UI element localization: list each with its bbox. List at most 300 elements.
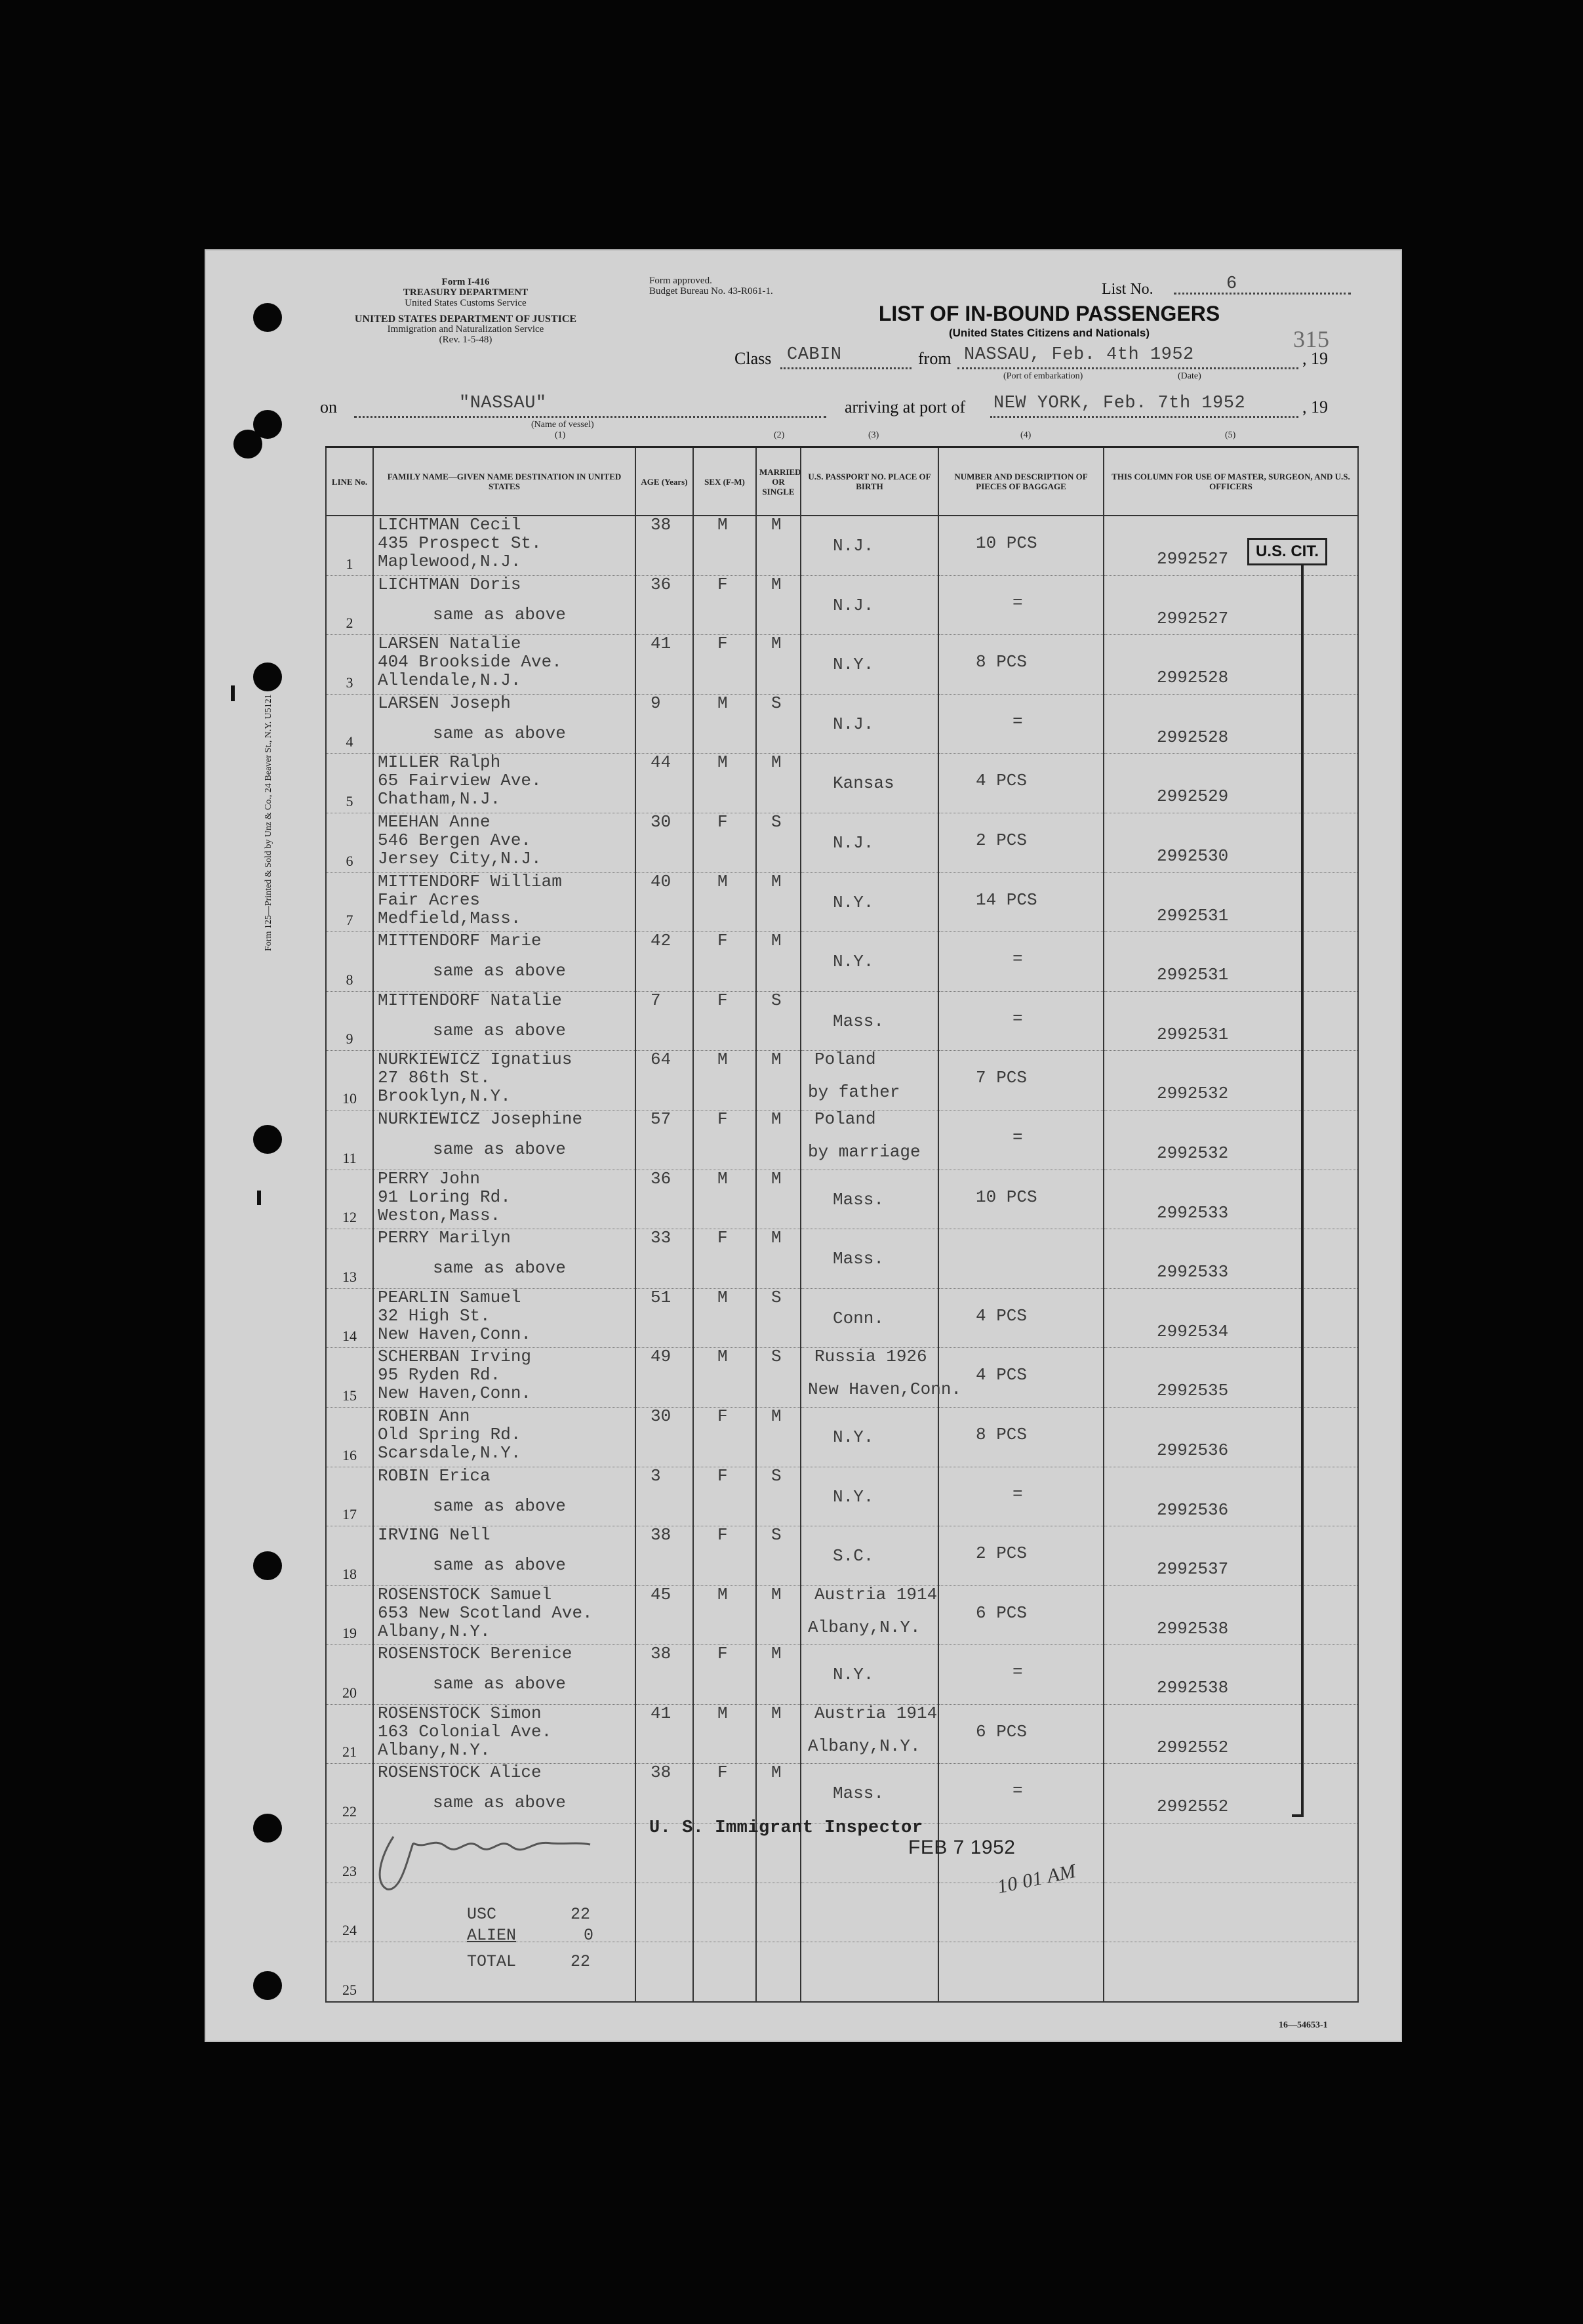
destination-line-2: Medfield,Mass. (378, 908, 521, 928)
table-row (326, 694, 1358, 754)
place-of-birth: Conn. (833, 1308, 885, 1328)
married-cell (756, 1229, 801, 1289)
form-title: LIST OF IN-BOUND PASSENGERS (878, 302, 1220, 325)
sex-cell (693, 1645, 756, 1705)
age-value: 44 (651, 752, 671, 773)
baggage-cell (938, 694, 1104, 754)
passenger-name: MITTENDORF William (378, 871, 562, 891)
age-cell (635, 1764, 693, 1824)
passenger-name: PERRY John (378, 1168, 481, 1189)
baggage-cell (938, 1942, 1104, 2002)
sex-cell (693, 1288, 756, 1348)
date-stamp: FEB 7 1952 (908, 1837, 1016, 1858)
year-suffix: , 19 (1302, 349, 1328, 368)
age-cell (635, 813, 693, 872)
baggage-value: = (1012, 1662, 1023, 1682)
sex-cell (693, 694, 756, 754)
birth-cell (801, 1110, 938, 1170)
name-cell (373, 1704, 635, 1764)
age-cell (635, 1288, 693, 1348)
sex-value: M (717, 515, 728, 535)
binder-hole (253, 303, 282, 332)
line-number-cell (326, 754, 373, 813)
married-cell (756, 991, 801, 1051)
inspector-signature (367, 1810, 643, 1902)
officer-cell (1104, 932, 1358, 992)
birth-cell (801, 1170, 938, 1229)
age-value: 36 (651, 1168, 671, 1189)
passenger-name: ROBIN Ann (378, 1406, 470, 1426)
married-cell (756, 1526, 801, 1586)
from-label: from (918, 349, 952, 368)
alien-label: ALIEN (467, 1926, 517, 1945)
destination-line-2: same as above (433, 723, 566, 743)
destination-line-2: same as above (433, 1020, 566, 1040)
age-value: 51 (651, 1287, 671, 1307)
officer-cell (1104, 575, 1358, 635)
age-cell (635, 575, 693, 635)
age-value: 3 (651, 1465, 661, 1486)
bracket-line (1301, 565, 1304, 1817)
age-cell (635, 635, 693, 695)
marital-status: S (771, 693, 782, 713)
marital-status: M (771, 1644, 782, 1664)
col-passport-header: U.S. PASSPORT NO. PLACE OF BIRTH (801, 447, 938, 516)
destination-line-2: same as above (433, 604, 566, 624)
baggage-cell (938, 1051, 1104, 1111)
sex-cell (693, 872, 756, 932)
line-number-cell (326, 932, 373, 992)
destination-line-2: same as above (433, 1674, 566, 1694)
baggage-cell (938, 1764, 1104, 1824)
destination-line-1: 653 New Scotland Ave. (378, 1602, 593, 1623)
line-number-cell (326, 1288, 373, 1348)
passenger-name: SCHERBAN Irving (378, 1347, 532, 1367)
officer-cell (1104, 754, 1358, 813)
age-cell (635, 1051, 693, 1111)
marital-status: S (771, 1525, 782, 1545)
officer-cell (1104, 1051, 1358, 1111)
officer-cell (1104, 813, 1358, 872)
table-row (326, 635, 1358, 695)
place-of-birth: Austria 1914 (814, 1584, 938, 1604)
sex-value: M (717, 752, 728, 773)
age-value: 42 (651, 931, 671, 951)
place-of-birth: Mass. (833, 1249, 885, 1269)
age-value: 41 (651, 1703, 671, 1723)
sex-cell (693, 1348, 756, 1408)
birth-cell (801, 991, 938, 1051)
col-age-header: AGE (Years) (635, 447, 693, 516)
baggage-value: 14 PCS (976, 889, 1037, 910)
name-cell (373, 813, 635, 872)
married-cell (756, 575, 801, 635)
sex-value: F (717, 1406, 728, 1426)
passenger-name: ROSENSTOCK Simon (378, 1703, 542, 1723)
age-value: 33 (651, 1228, 671, 1248)
officer-cell (1104, 1229, 1358, 1289)
age-value: 41 (651, 634, 671, 654)
passenger-name: LARSEN Natalie (378, 634, 521, 654)
officer-number: 2992536 (1157, 1440, 1229, 1460)
marital-status: M (771, 1406, 782, 1426)
sex-value: F (717, 1644, 728, 1664)
ins-service: Immigration and Naturalization Service (387, 324, 544, 335)
revision: (Rev. 1-5-48) (439, 335, 492, 345)
footer-code: 16—54653-1 (1279, 2020, 1328, 2030)
officer-number: 2992533 (1157, 1202, 1229, 1223)
marital-status: M (771, 515, 782, 535)
baggage-value: 4 PCS (976, 1305, 1028, 1326)
officer-cell (1104, 694, 1358, 754)
line-number-cell (326, 516, 373, 575)
form-subtitle: (United States Citizens and Nationals) (948, 327, 1150, 339)
place-of-birth: Mass. (833, 1784, 885, 1804)
age-cell (635, 754, 693, 813)
married-cell (756, 1170, 801, 1229)
baggage-cell (938, 1526, 1104, 1586)
line-number-cell (326, 1407, 373, 1467)
place-of-birth: Austria 1914 (814, 1703, 938, 1723)
birth-cell (801, 1229, 938, 1289)
place-of-birth-2: New Haven,Conn. (808, 1379, 962, 1400)
binder-hole (253, 1125, 282, 1154)
officer-number: 2992527 (1157, 549, 1229, 569)
on-label: on (320, 398, 337, 417)
sex-value: F (717, 1109, 728, 1129)
table-row (326, 1229, 1358, 1289)
destination-line-2: same as above (433, 1496, 566, 1516)
officer-cell (1104, 1348, 1358, 1408)
line-number: 10 (342, 1090, 357, 1107)
destination-line-1: Fair Acres (378, 889, 481, 910)
class-line (780, 367, 912, 369)
sex-cell (693, 932, 756, 992)
passenger-name: LARSEN Joseph (378, 693, 511, 713)
passenger-name: IRVING Nell (378, 1525, 491, 1545)
baggage-cell (938, 1467, 1104, 1526)
place-of-birth: N.Y. (833, 952, 874, 972)
col-line-header: LINE No. (326, 447, 373, 516)
name-cell (373, 1051, 635, 1111)
sex-value: M (717, 1584, 728, 1604)
age-cell (635, 1942, 693, 2002)
line-number: 22 (342, 1803, 357, 1820)
officer-cell (1104, 1942, 1358, 2002)
table-row (326, 1288, 1358, 1348)
officer-cell (1104, 635, 1358, 695)
name-cell (373, 1348, 635, 1408)
from-line (957, 367, 1298, 369)
line-number: 17 (342, 1506, 357, 1523)
age-value: 9 (651, 693, 661, 713)
treasury-dept: TREASURY DEPARTMENT (403, 287, 529, 298)
page-number: 315 (1293, 326, 1330, 352)
baggage-value: = (1012, 1781, 1023, 1801)
birth-cell (801, 635, 938, 695)
name-cell (373, 1170, 635, 1229)
caption-1: (1) (555, 430, 566, 440)
baggage-value: 8 PCS (976, 652, 1028, 672)
name-cell (373, 1407, 635, 1467)
line-number: 18 (342, 1565, 357, 1582)
sex-value: M (717, 1347, 728, 1367)
binder-hole (253, 1551, 282, 1580)
age-value: 38 (651, 1525, 671, 1545)
baggage-value: = (1012, 711, 1023, 731)
sex-value: F (717, 574, 728, 594)
inspector-title: U. S. Immigrant Inspector (649, 1818, 923, 1838)
line-number: 19 (342, 1625, 357, 1642)
name-cell (373, 1467, 635, 1526)
married-cell (756, 1288, 801, 1348)
baggage-cell (938, 1110, 1104, 1170)
marital-status: M (771, 1763, 782, 1783)
line-number-cell (326, 1229, 373, 1289)
line-number-cell (326, 1585, 373, 1645)
place-of-birth: Mass. (833, 1011, 885, 1031)
table-row (326, 575, 1358, 635)
baggage-cell (938, 1348, 1104, 1408)
destination-line-1: 65 Fairview Ave. (378, 771, 542, 791)
marital-status: S (771, 1287, 782, 1307)
age-cell (635, 932, 693, 992)
line-number: 8 (346, 971, 353, 988)
col-officers-header: THIS COLUMN FOR USE OF MASTER, SURGEON, AND U.S. OFFICERS (1104, 447, 1358, 516)
destination-line-2: New Haven,Conn. (378, 1324, 532, 1344)
marital-status: S (771, 1347, 782, 1367)
age-value: 40 (651, 871, 671, 891)
married-cell (756, 1110, 801, 1170)
age-cell (635, 991, 693, 1051)
place-of-birth: N.Y. (833, 1486, 874, 1507)
budget-bureau: Budget Bureau No. 43-R061-1. (649, 286, 773, 296)
arriving-label: arriving at port of (845, 398, 966, 417)
birth-cell (801, 1704, 938, 1764)
line-number: 20 (342, 1684, 357, 1701)
marital-status: M (771, 634, 782, 654)
sex-value: F (717, 634, 728, 654)
married-cell (756, 932, 801, 992)
marital-status: S (771, 1465, 782, 1486)
passenger-name: MITTENDORF Marie (378, 931, 542, 951)
birth-cell (801, 1407, 938, 1467)
sex-value: M (717, 1287, 728, 1307)
destination-line-2: Albany,N.Y. (378, 1740, 491, 1760)
passenger-name: PERRY Marilyn (378, 1228, 511, 1248)
edge-tick (231, 685, 235, 701)
sex-value: M (717, 693, 728, 713)
passenger-name: ROBIN Erica (378, 1465, 491, 1486)
age-cell (635, 1110, 693, 1170)
age-cell (635, 694, 693, 754)
marital-status: S (771, 811, 782, 832)
baggage-cell (938, 575, 1104, 635)
caption-5: (5) (1225, 430, 1236, 440)
line-number-cell (326, 1526, 373, 1586)
list-no-line (1174, 293, 1351, 295)
name-cell (373, 872, 635, 932)
baggage-value: 2 PCS (976, 1543, 1028, 1564)
sex-cell (693, 1704, 756, 1764)
sex-cell (693, 991, 756, 1051)
age-value: 49 (651, 1347, 671, 1367)
baggage-cell (938, 872, 1104, 932)
line-number-cell (326, 1704, 373, 1764)
us-cit-stamp: U.S. CIT. (1247, 538, 1327, 565)
time-note: 10 01 AM (995, 1860, 1078, 1898)
baggage-value: 8 PCS (976, 1424, 1028, 1444)
alien-count: 0 (584, 1926, 594, 1945)
baggage-value: 10 PCS (976, 533, 1037, 553)
passenger-name: LICHTMAN Cecil (378, 515, 521, 535)
destination-line-1: 27 86th St. (378, 1068, 491, 1088)
sex-cell (693, 1585, 756, 1645)
sex-cell (693, 1229, 756, 1289)
sex-cell (693, 813, 756, 872)
officer-number: 2992536 (1157, 1499, 1229, 1520)
birth-cell (801, 1467, 938, 1526)
line-number: 23 (342, 1862, 357, 1879)
baggage-cell (938, 1170, 1104, 1229)
marital-status: S (771, 990, 782, 1010)
officer-cell (1104, 872, 1358, 932)
destination-line-1: Old Spring Rd. (378, 1424, 521, 1444)
destination-line-1: 546 Bergen Ave. (378, 830, 532, 850)
form-approved: Form approved. (649, 275, 712, 286)
married-cell (756, 1764, 801, 1824)
table-row (326, 1645, 1358, 1705)
sex-cell (693, 1526, 756, 1586)
sex-value: F (717, 1525, 728, 1545)
name-cell (373, 516, 635, 575)
line-number-cell (326, 813, 373, 872)
birth-cell (801, 872, 938, 932)
married-cell (756, 872, 801, 932)
name-cell (373, 575, 635, 635)
line-number: 12 (342, 1209, 357, 1226)
from-value: NASSAU, Feb. 4th 1952 (964, 345, 1194, 365)
col-name-header: FAMILY NAME—GIVEN NAME DESTINATION IN UNITED STATES (373, 447, 635, 516)
officer-number: 2992552 (1157, 1797, 1229, 1817)
passenger-name: ROSENSTOCK Alice (378, 1763, 542, 1783)
sex-cell (693, 575, 756, 635)
name-cell (373, 932, 635, 992)
table-row (326, 1526, 1358, 1586)
baggage-cell (938, 1585, 1104, 1645)
usc-count: 22 (571, 1905, 591, 1924)
baggage-value: = (1012, 1484, 1023, 1504)
sex-cell (693, 754, 756, 813)
binder-hole (233, 430, 262, 459)
destination-line-2: New Haven,Conn. (378, 1383, 532, 1404)
col-baggage-header: NUMBER AND DESCRIPTION OF PIECES OF BAGGAGE (938, 447, 1104, 516)
place-of-birth: N.Y. (833, 655, 874, 675)
table-row (326, 754, 1358, 813)
form-number: Form I-416 (441, 277, 490, 287)
destination-line-1: 435 Prospect St. (378, 533, 542, 553)
passenger-name: MILLER Ralph (378, 752, 501, 773)
name-cell (373, 754, 635, 813)
birth-cell (801, 694, 938, 754)
sex-cell (693, 1051, 756, 1111)
sex-value: F (717, 1763, 728, 1783)
age-cell (635, 1585, 693, 1645)
place-of-birth-2: by marriage (808, 1141, 921, 1162)
line-number-cell (326, 1645, 373, 1705)
line-number-cell (326, 1051, 373, 1111)
sex-cell (693, 516, 756, 575)
marital-status: M (771, 1168, 782, 1189)
passenger-name: LICHTMAN Doris (378, 574, 521, 594)
place-of-birth-2: by father (808, 1082, 900, 1103)
place-of-birth-2: Albany,N.Y. (808, 1736, 921, 1756)
arriving-line (990, 416, 1298, 418)
baggage-value: = (1012, 1008, 1023, 1029)
birth-cell (801, 575, 938, 635)
port-embark-caption: (Port of embarkation) (1003, 371, 1083, 381)
passenger-name: ROSENSTOCK Berenice (378, 1644, 572, 1664)
marital-status: M (771, 574, 782, 594)
destination-line-1: 404 Brookside Ave. (378, 652, 562, 672)
col-married-header: MARRIED OR SINGLE (756, 447, 801, 516)
birth-cell (801, 932, 938, 992)
sex-cell (693, 1407, 756, 1467)
table-row (326, 1585, 1358, 1645)
birth-cell (801, 1585, 938, 1645)
marital-status: M (771, 1703, 782, 1723)
baggage-value: = (1012, 949, 1023, 969)
place-of-birth: Russia 1926 (814, 1347, 927, 1367)
table-row (326, 1942, 1358, 2002)
vessel-caption: (Name of vessel) (531, 420, 594, 430)
birth-cell (801, 813, 938, 872)
marital-status: M (771, 752, 782, 773)
birth-cell (801, 1051, 938, 1111)
line-number-cell (326, 1110, 373, 1170)
line-number: 24 (342, 1922, 357, 1939)
place-of-birth: Poland (814, 1109, 876, 1129)
line-number: 7 (346, 912, 353, 929)
line-number-cell (326, 635, 373, 695)
customs-service: United States Customs Service (405, 298, 527, 308)
binder-hole (253, 1814, 282, 1843)
married-cell (756, 635, 801, 695)
destination-line-2: Brooklyn,N.Y. (378, 1086, 511, 1107)
destination-line-1: 91 Loring Rd. (378, 1187, 511, 1207)
officer-cell (1104, 1764, 1358, 1824)
officer-cell (1104, 1883, 1358, 1942)
caption-4: (4) (1020, 430, 1032, 440)
passenger-name: PEARLIN Samuel (378, 1287, 521, 1307)
sex-value: F (717, 811, 728, 832)
officer-number: 2992531 (1157, 965, 1229, 985)
line-number-cell (326, 991, 373, 1051)
list-no-value: 6 (1226, 274, 1237, 294)
married-cell (756, 1942, 801, 2002)
line-number: 5 (346, 792, 353, 809)
place-of-birth: Mass. (833, 1189, 885, 1210)
name-cell (373, 1526, 635, 1586)
sex-value: M (717, 1168, 728, 1189)
destination-line-2: same as above (433, 1258, 566, 1278)
table-row (326, 1704, 1358, 1764)
destination-line-2: Chatham,N.J. (378, 789, 501, 809)
date-caption: (Date) (1178, 371, 1201, 381)
passenger-name: NURKIEWICZ Ignatius (378, 1050, 572, 1070)
destination-line-2: Jersey City,N.J. (378, 848, 542, 868)
sex-value: F (717, 1228, 728, 1248)
